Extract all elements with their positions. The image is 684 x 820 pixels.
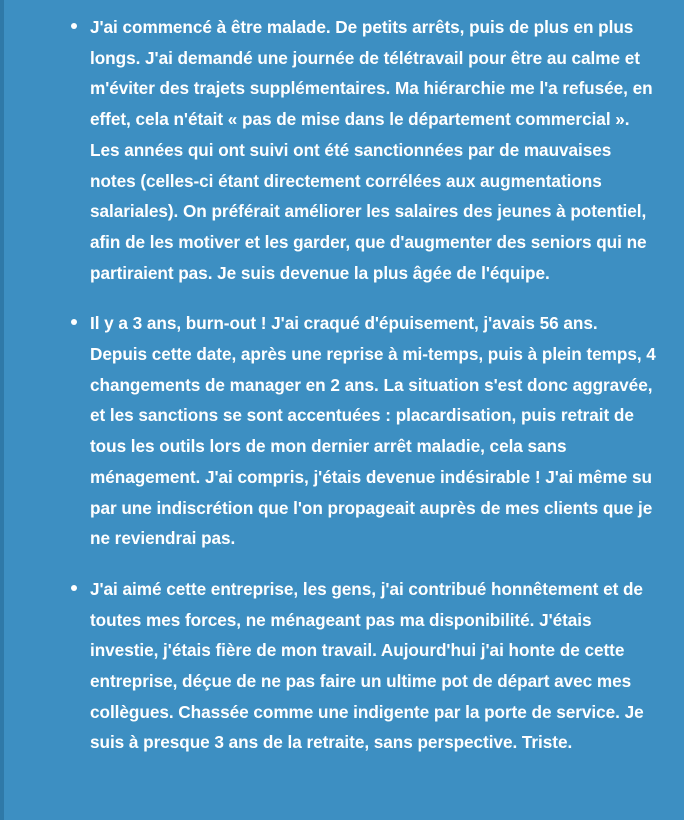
list-item [0,308,684,554]
bullet-icon [71,23,77,29]
paragraph-text: J'ai commencé à être malade. De petits arrêts, puis de plus en plus longs. J'ai demandé une journée de télétravail pour être au calme et m'éviter des trajets supplémentaires. Ma hiérarchie me l'a refusée, en effet, cela n'était « pas de mise dans le département commercial ». Les années qui ont suivi ont été sanctionnées par de mauvaises notes (celles-ci étant directement corrélées aux augmentations salariales). On préférait améliorer les salaires des jeunes à potentiel, afin de les motiver et les garder, que d'augmenter des seniors qui ne partiraient pas. Je suis devenue la plus âgée de l'équipe. [90,17,653,283]
list-item [0,574,684,758]
bullet-icon [71,319,77,325]
bullet-icon [71,585,77,591]
paragraph-text: Il y a 3 ans, burn-out ! J'ai craqué d'épuisement, j'avais 56 ans. Depuis cette date, après une reprise à mi-temps, puis à plein temps, 4 changements de manager en 2 ans. La situation s'est donc aggravée, et les sanctions se sont accentuées : placardisation, puis retrait de tous les outils lors de mon dernier arrêt maladie, cela sans ménagement. J'ai compris, j'étais devenue indésirable ! J'ai même su par une indiscrétion que l'on propageait auprès de mes clients que je ne reviendrai pas. [90,313,656,549]
paragraph-text: J'ai aimé cette entreprise, les gens, j'ai contribué honnêtement et de toutes mes forces, ne ménageant pas ma disponibilité. J'étais investie, j'étais fière de mon travail. Aujourd'hui j'ai honte de cette entreprise, déçue de ne pas faire un ultime pot de départ avec mes collègues. Chassée comme une indigente par la porte de service. Je suis à presque 3 ans de la retraite, sans perspective. Triste. [90,578,644,753]
list-item [0,12,684,288]
